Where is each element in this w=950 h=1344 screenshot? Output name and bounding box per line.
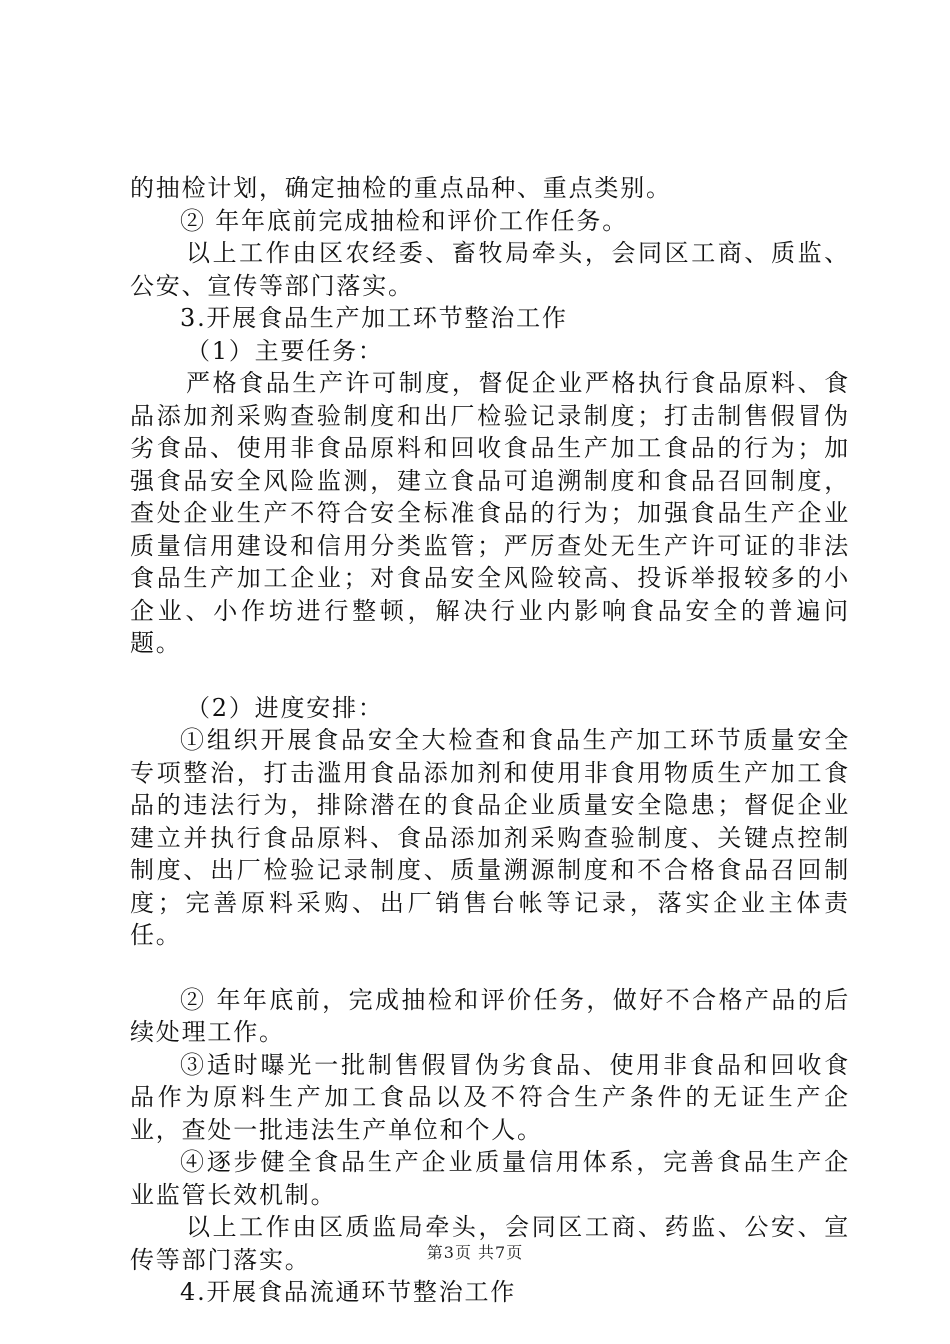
page-number-footer: 第3页 共7页 bbox=[426, 1243, 524, 1262]
paragraph-schedule-item-3: ③适时曝光一批制售假冒伪劣食品、使用非食品和回收食品作为原料生产加工食品以及不符合生产条件的无证生产企业，查处一批违法生产单位和个人。 bbox=[130, 1050, 850, 1144]
paragraph-sampling-plan: 的抽检计划，确定抽检的重点品种、重点类别。 bbox=[130, 174, 672, 202]
paragraph-year-end-sampling: ② 年年底前完成抽检和评价工作任务。 bbox=[180, 206, 629, 235]
document-body bbox=[130, 172, 850, 1309]
paragraph-schedule-item-2: ② 年年底前，完成抽检和评价任务，做好不合格产品的后续处理工作。 bbox=[130, 985, 850, 1046]
paragraph-schedule-item-4: ④逐步健全食品生产企业质量信用体系，完善食品生产企业监管长效机制。 bbox=[130, 1148, 850, 1209]
paragraph-responsibility-agri: 以上工作由区农经委、畜牧局牵头，会同区工商、质监、公安、宣传等部门落实。 bbox=[130, 239, 850, 300]
paragraph-responsibility-quality: 以上工作由区质监局牵头，会同区工商、药监、公安、宣传等部门落实。 bbox=[130, 1213, 850, 1274]
section-heading-production: 3.开展食品生产加工环节整治工作 bbox=[180, 304, 568, 332]
section-heading-circulation: 4.开展食品流通环节整治工作 bbox=[180, 1278, 517, 1306]
subheading-schedule: （2）进度安排： bbox=[186, 693, 384, 722]
paragraph-schedule-item-1: ①组织开展食品安全大检查和食品生产加工环节质量安全专项整治，打击滥用食品添加剂和使用非食用物质生产加工食品的违法行为，排除潜在的食品企业质量安全隐患；督促企业建立并执行食品原料、食品添加剂采购查验制度、关键点控制制度、出厂检验记录制度、质量溯源制度和不合格食品召回制度；完善原料采购、出厂销售台帐等记录，落实企业主体责任。 bbox=[130, 726, 850, 949]
paragraph-main-tasks: 严格食品生产许可制度，督促企业严格执行食品原料、食品添加剂采购查验制度和出厂检验记录制度；打击制售假冒伪劣食品、使用非食品原料和回收食品生产加工食品的行为；加强食品安全风险监测，建立食品可追溯制度和食品召回制度，查处企业生产不符合安全标准食品的行为；加强食品生产企业质量信用建设和信用分类监管；严厉查处无生产许可证的非法食品生产加工企业；对食品安全风险较高、投诉举报较多的小企业、小作坊进行整顿，解决行业内影响食品安全的普遍问题。 bbox=[130, 369, 850, 657]
subheading-main-tasks: （1）主要任务： bbox=[186, 336, 384, 365]
